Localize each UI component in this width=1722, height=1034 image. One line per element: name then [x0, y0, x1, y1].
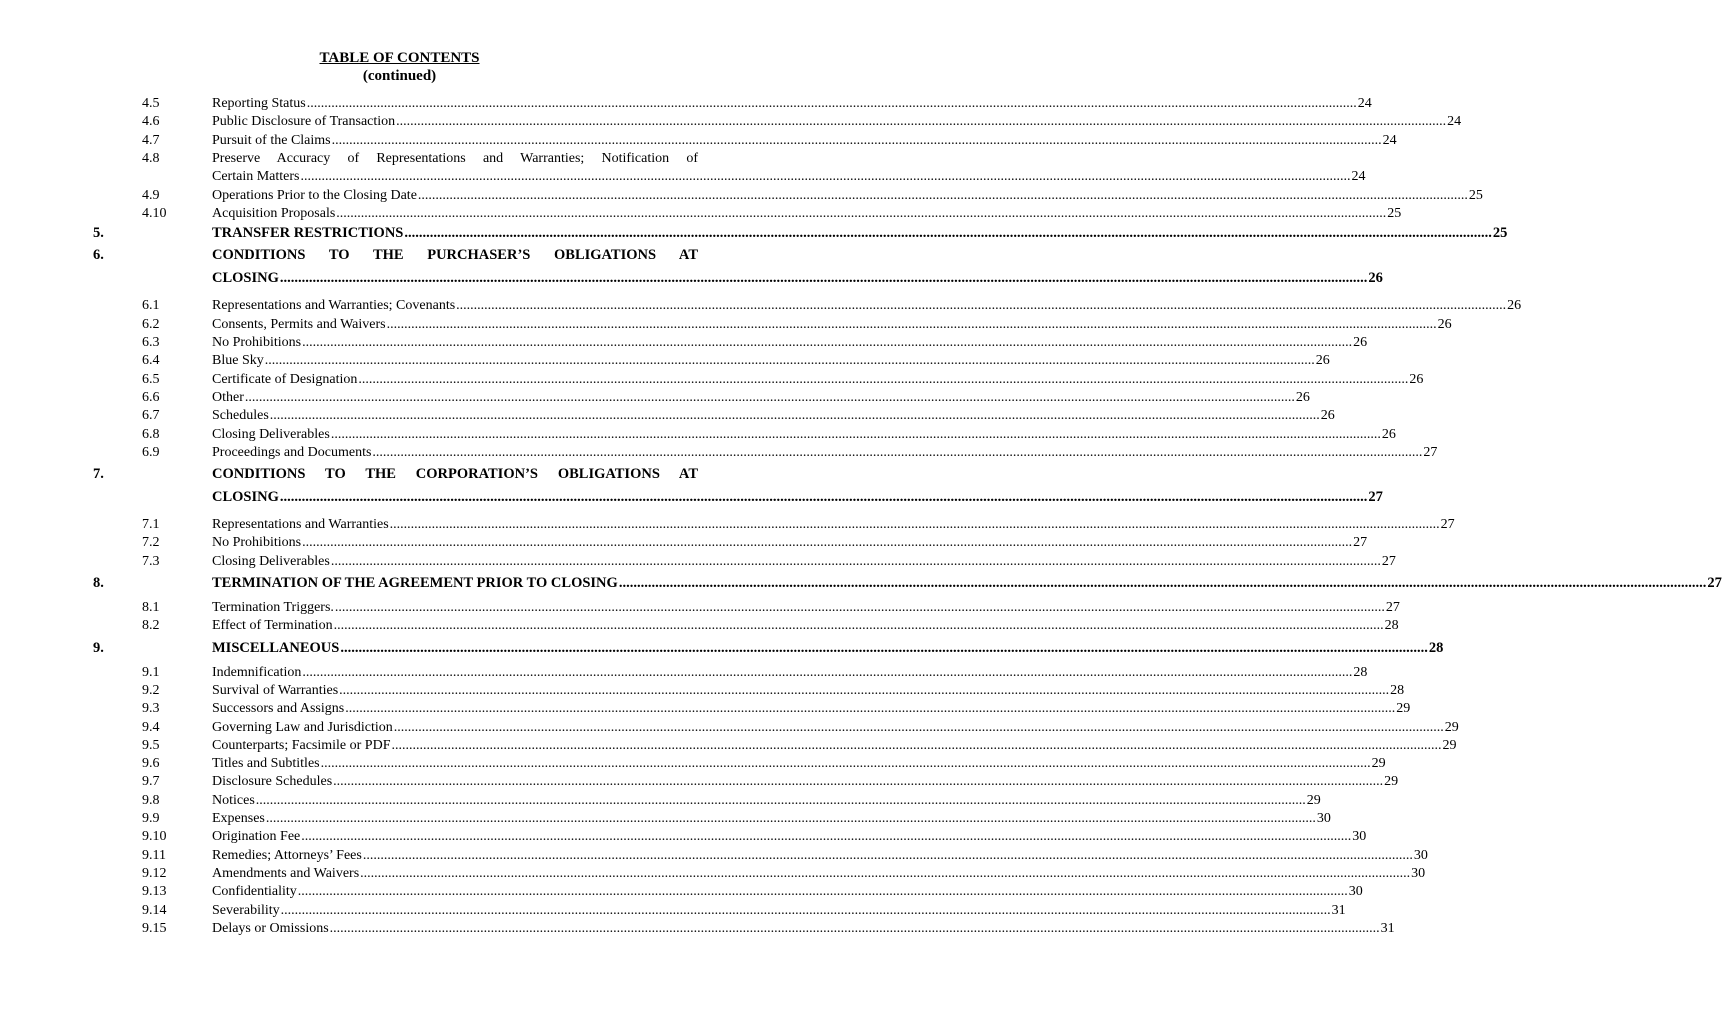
- toc-title: TABLE OF CONTENTS: [319, 50, 480, 66]
- toc-entry: [0, 205, 1402, 223]
- toc-entry-line: [212, 113, 1462, 131]
- toc-entry: [0, 617, 1399, 635]
- toc-page-number: 30: [1352, 829, 1367, 845]
- dot-leader: ............................................................................................................................................................................................................................................................................................................: [302, 664, 1353, 680]
- toc-entry-title: Representations and Warranties: [212, 517, 389, 533]
- toc-entry: [0, 920, 1395, 938]
- dot-leader: ............................................................................................................................................................................................................................................................................................................: [333, 618, 1384, 634]
- toc-entry: [0, 828, 1367, 846]
- toc-entry-number: 7.2: [142, 535, 160, 551]
- dot-leader: ............................................................................................................................................................................................................................................................................................................: [360, 865, 1411, 881]
- toc-entry-line: [212, 719, 1459, 737]
- toc-entry-line: [212, 920, 1395, 938]
- toc-entry-line: [212, 132, 1397, 150]
- toc-entry: [0, 132, 1397, 150]
- toc-entry: [0, 95, 1372, 113]
- toc-page-number: 24: [1351, 169, 1366, 185]
- toc-page-number: 27: [1707, 575, 1722, 592]
- toc-entry-line: [212, 268, 1383, 288]
- dot-leader: ............................................................................................................................................................................................................................................................................................................: [264, 353, 1315, 369]
- dot-leader: ............................................................................................................................................................................................................................................................................................................: [306, 96, 1357, 111]
- dot-leader: ............................................................................................................................................................................................................................................................................................................: [404, 225, 1492, 242]
- toc-entry-line: [212, 599, 1400, 617]
- toc-entry: [0, 773, 1399, 791]
- dot-leader: ............................................................................................................................................................................................................................................................................................................: [334, 600, 1385, 616]
- toc-entry-line: [212, 553, 1396, 571]
- toc-page-number: 24: [1382, 132, 1397, 148]
- dot-leader: ............................................................................................................................................................................................................................................................................................................: [456, 298, 1507, 314]
- toc-entry: [0, 553, 1396, 571]
- dot-leader: ............................................................................................................................................................................................................................................................................................................: [372, 444, 1423, 460]
- toc-entry-line: [212, 902, 1346, 920]
- toc-entry-number: 9.2: [142, 682, 160, 698]
- toc-entry-line: [212, 865, 1426, 883]
- toc-entry-title: Closing Deliverables: [212, 553, 330, 569]
- toc-entry-title: Counterparts; Facsimile or PDF: [212, 737, 391, 753]
- toc-entry-title: Proceedings and Documents: [212, 444, 372, 460]
- toc-entry-number: 9.: [93, 639, 104, 656]
- toc-entry: [0, 371, 1424, 389]
- toc-page-number: 27: [1353, 535, 1368, 551]
- toc-entry: [0, 865, 1426, 883]
- toc-entry-line: [212, 755, 1386, 773]
- toc-entry-number: 6.7: [142, 408, 160, 424]
- toc-entry-title: MISCELLANEOUS: [212, 639, 340, 656]
- toc-entry-title: No Prohibitions: [212, 335, 302, 351]
- dot-leader: ............................................................................................................................................................................................................................................................................................................: [301, 829, 1352, 845]
- toc-entry-title: Remedies; Attorneys’ Fees: [212, 847, 362, 863]
- toc-entry-number: 6.1: [142, 298, 160, 314]
- toc-entry-line: [212, 487, 1383, 507]
- toc-page-number: 26: [1437, 316, 1452, 332]
- toc-page-number: 30: [1316, 811, 1331, 827]
- toc-section-heading: [0, 638, 1444, 658]
- toc-entry: [0, 444, 1438, 462]
- toc-page-number: 27: [1385, 600, 1400, 616]
- dot-leader: ............................................................................................................................................................................................................................................................................................................: [330, 553, 1381, 569]
- toc-entry-line: [212, 883, 1363, 901]
- toc-entry-line: [212, 847, 1428, 865]
- dot-leader: ............................................................................................................................................................................................................................................................................................................: [391, 737, 1442, 753]
- toc-section-heading: [0, 223, 1508, 243]
- dot-leader: ............................................................................................................................................................................................................................................................................................................: [302, 535, 1353, 551]
- toc-entry-line: [212, 664, 1368, 682]
- toc-page-number: 24: [1447, 114, 1462, 130]
- toc-entry: [0, 700, 1411, 718]
- toc-entry: [0, 516, 1455, 534]
- toc-entry-line: [212, 316, 1452, 334]
- toc-entry-title: Governing Law and Jurisdiction: [212, 719, 393, 735]
- dot-leader: ............................................................................................................................................................................................................................................................................................................: [618, 575, 1707, 592]
- toc-entry: [0, 150, 1366, 187]
- toc-entry-title: Public Disclosure of Transaction: [212, 114, 396, 130]
- dot-leader: ............................................................................................................................................................................................................................................................................................................: [297, 884, 1348, 900]
- toc-entry-line: [212, 444, 1438, 462]
- toc-entry: [0, 316, 1452, 334]
- dot-leader: ............................................................................................................................................................................................................................................................................................................: [333, 774, 1384, 790]
- toc-entry-number: 6.9: [142, 444, 160, 460]
- toc-page-number: 28: [1390, 682, 1405, 698]
- toc-entry: [0, 113, 1462, 131]
- toc-page-number: 29: [1444, 719, 1459, 735]
- dot-leader: ............................................................................................................................................................................................................................................................................................................: [339, 682, 1390, 698]
- toc-entry-line: [212, 534, 1368, 552]
- toc-entry-line: [212, 773, 1399, 791]
- toc-page-number: 26: [1320, 408, 1335, 424]
- toc-entry-line: [212, 700, 1411, 718]
- toc-entry: [0, 407, 1335, 425]
- toc-entry: [0, 389, 1310, 407]
- toc-entry-title: Expenses: [212, 811, 265, 827]
- toc-entry-number: 9.10: [142, 829, 167, 845]
- toc-entry-number: 8.1: [142, 600, 160, 616]
- dot-leader: ............................................................................................................................................................................................................................................................................................................: [362, 847, 1413, 863]
- toc-entry-line: [212, 426, 1396, 444]
- dot-leader: ............................................................................................................................................................................................................................................................................................................: [244, 389, 1295, 405]
- toc-entry-number: 9.13: [142, 884, 167, 900]
- toc-entry-title: CONDITIONS TO THE CORPORATION’S OBLIGATIONS AT: [212, 466, 698, 483]
- toc-entry-number: 7.: [93, 466, 104, 483]
- toc-section-heading: [0, 245, 1383, 291]
- toc-entry-line: [212, 334, 1368, 352]
- dot-leader: ............................................................................................................................................................................................................................................................................................................: [340, 639, 1428, 656]
- toc-page-number: 27: [1368, 489, 1383, 506]
- toc-entry-number: 4.6: [142, 114, 160, 130]
- toc-page-number: 30: [1348, 884, 1363, 900]
- dot-leader: ............................................................................................................................................................................................................................................................................................................: [336, 206, 1387, 222]
- toc-entry-number: 5.: [93, 225, 104, 242]
- toc-entry-title: CONDITIONS TO THE PURCHASER’S OBLIGATIONS AT: [212, 247, 698, 264]
- toc-entry-number: 9.4: [142, 719, 160, 735]
- toc-entry-number: 9.14: [142, 902, 167, 918]
- toc-page-number: 26: [1295, 389, 1310, 405]
- toc-entry-number: 9.7: [142, 774, 160, 790]
- toc-page-number: 27: [1381, 553, 1396, 569]
- toc-entry-number: 6.2: [142, 316, 160, 332]
- dot-leader: ............................................................................................................................................................................................................................................................................................................: [329, 920, 1380, 936]
- toc-page-number: 29: [1384, 774, 1399, 790]
- toc-page-number: 27: [1423, 444, 1438, 460]
- toc-entry-number: 4.5: [142, 96, 160, 111]
- toc-entry-title: Operations Prior to the Closing Date: [212, 187, 417, 203]
- toc-entry-title: Other: [212, 389, 244, 405]
- toc-page-number: 26: [1353, 335, 1368, 351]
- toc-entry-number: 9.3: [142, 701, 160, 717]
- toc-entry-number: 7.1: [142, 517, 160, 533]
- toc-entry-line: [212, 682, 1405, 700]
- toc-entry: [0, 792, 1321, 810]
- toc-entry-title: Indemnification: [212, 664, 302, 680]
- toc-entry-title: Survival of Warranties: [212, 682, 339, 698]
- toc-entry-title: Pursuit of the Claims: [212, 132, 331, 148]
- toc-entry-title: Disclosure Schedules: [212, 774, 333, 790]
- toc-entry-line: [212, 810, 1331, 828]
- dot-leader: ............................................................................................................................................................................................................................................................................................................: [417, 187, 1468, 203]
- dot-leader: ............................................................................................................................................................................................................................................................................................................: [331, 132, 1382, 148]
- toc-entry-line: [212, 638, 1444, 658]
- toc-page-number: 25: [1468, 187, 1483, 203]
- toc-entry-number: 9.11: [142, 847, 166, 863]
- toc-entry-line: [212, 168, 1366, 186]
- toc-page-number: 27: [1440, 517, 1455, 533]
- toc-section-heading: [0, 464, 1383, 510]
- toc-entry-title: Closing Deliverables: [212, 426, 330, 442]
- toc-entry: [0, 847, 1428, 865]
- toc-entry: [0, 297, 1522, 315]
- toc-page-number: 29: [1306, 792, 1321, 808]
- toc-entry-line: [212, 223, 1508, 243]
- dot-leader: ............................................................................................................................................................................................................................................................................................................: [389, 517, 1440, 533]
- toc-entry-line: [212, 828, 1367, 846]
- toc-entry-title: Acquisition Proposals: [212, 206, 336, 222]
- toc-entry-title: Effect of Termination: [212, 618, 333, 634]
- toc-page-number: 31: [1380, 920, 1395, 936]
- toc-page-number: 28: [1353, 664, 1368, 680]
- toc-entry-title: Origination Fee: [212, 829, 301, 845]
- toc-entry-title: Amendments and Waivers: [212, 865, 360, 881]
- toc-entry-number: 9.8: [142, 792, 160, 808]
- toc-page-number: 26: [1315, 353, 1330, 369]
- dot-leader: ............................................................................................................................................................................................................................................................................................................: [300, 169, 1351, 185]
- toc-entry: [0, 334, 1368, 352]
- dot-leader: ............................................................................................................................................................................................................................................................................................................: [393, 719, 1444, 735]
- toc-entry-title: Representations and Warranties; Covenants: [212, 298, 456, 314]
- toc-entry-title: CLOSING: [212, 270, 279, 287]
- toc-page-number: 26: [1381, 426, 1396, 442]
- toc-entry-line: [212, 371, 1424, 389]
- toc-entry-line: [212, 352, 1330, 370]
- toc-page-number: 31: [1331, 902, 1346, 918]
- toc-entry-number: 4.10: [142, 206, 167, 222]
- toc-entry-number: 6.4: [142, 353, 160, 369]
- dot-leader: ............................................................................................................................................................................................................................................................................................................: [302, 335, 1353, 351]
- toc-entry-title: Severability: [212, 902, 280, 918]
- toc-entry: [0, 883, 1363, 901]
- toc-entry-title: Notices: [212, 792, 255, 808]
- toc-entry-title: TERMINATION OF THE AGREEMENT PRIOR TO CLOSING: [212, 575, 618, 592]
- dot-leader: ............................................................................................................................................................................................................................................................................................................: [330, 426, 1381, 442]
- toc-entry-title: CLOSING: [212, 489, 279, 506]
- toc-page-number: 24: [1357, 96, 1372, 111]
- toc-page-number: 26: [1368, 270, 1383, 287]
- toc-entry-number: 9.9: [142, 811, 160, 827]
- toc-page-number: 28: [1384, 618, 1399, 634]
- toc-entry-title: Reporting Status: [212, 96, 306, 111]
- toc-entry-line: [212, 187, 1483, 205]
- toc-entry-line: [212, 617, 1399, 635]
- toc-entry-number: 9.5: [142, 737, 160, 753]
- toc-entry-number: 6.: [93, 247, 104, 264]
- toc-entry-title: Schedules: [212, 408, 269, 424]
- toc-subtitle: (continued): [362, 68, 437, 84]
- toc-entry-title: TRANSFER RESTRICTIONS: [212, 225, 404, 242]
- toc-section-heading: [0, 573, 1722, 593]
- toc-entry: [0, 737, 1457, 755]
- toc-entry-title: No Prohibitions: [212, 535, 302, 551]
- toc-entry-number: 7.3: [142, 553, 160, 569]
- toc-page-number: 30: [1411, 865, 1426, 881]
- toc-page-number: 29: [1442, 737, 1457, 753]
- toc-entry-number: 9.1: [142, 664, 160, 680]
- toc-entry-title: Successors and Assigns: [212, 701, 345, 717]
- toc-entry-title: Certain Matters: [212, 169, 300, 185]
- toc-page-number: 29: [1371, 756, 1386, 772]
- toc-entry-line: [212, 389, 1310, 407]
- dot-leader: ............................................................................................................................................................................................................................................................................................................: [320, 756, 1371, 772]
- dot-leader: ............................................................................................................................................................................................................................................................................................................: [279, 489, 1368, 506]
- toc-page-number: 26: [1409, 371, 1424, 387]
- dot-leader: ............................................................................................................................................................................................................................................................................................................: [345, 701, 1396, 717]
- toc-entry: [0, 426, 1396, 444]
- toc-entry-number: 6.3: [142, 335, 160, 351]
- toc-page-number: 29: [1396, 701, 1411, 717]
- toc-entry-title: Delays or Omissions: [212, 920, 329, 936]
- toc-entry-number: 9.12: [142, 865, 167, 881]
- toc-entry-number: 9.6: [142, 756, 160, 772]
- toc-entry: [0, 755, 1386, 773]
- toc-entry: [0, 187, 1483, 205]
- toc-entry-title: Confidentiality: [212, 884, 297, 900]
- toc-entry-line: [212, 792, 1321, 810]
- toc-entry-title: Blue Sky: [212, 353, 264, 369]
- toc-entry: [0, 664, 1368, 682]
- toc-entry: [0, 719, 1459, 737]
- toc-entry: [0, 599, 1400, 617]
- dot-leader: ............................................................................................................................................................................................................................................................................................................: [386, 316, 1437, 332]
- toc-entry-line: [212, 737, 1457, 755]
- toc-entry-title: Consents, Permits and Waivers: [212, 316, 386, 332]
- toc-entry-title: Termination Triggers.: [212, 600, 334, 616]
- toc-entry-number: 6.5: [142, 371, 160, 387]
- toc-entry-number: 8.: [93, 575, 104, 592]
- toc-entry-line: [212, 205, 1402, 223]
- toc-entry: [0, 352, 1330, 370]
- toc-page-number: 30: [1413, 847, 1428, 863]
- dot-leader: ............................................................................................................................................................................................................................................................................................................: [269, 408, 1320, 424]
- dot-leader: ............................................................................................................................................................................................................................................................................................................: [265, 811, 1316, 827]
- toc-entry-number: 4.9: [142, 187, 160, 203]
- toc-entry-number: 4.7: [142, 132, 160, 148]
- dot-leader: ............................................................................................................................................................................................................................................................................................................: [255, 792, 1306, 808]
- toc-entry-title: Titles and Subtitles: [212, 756, 320, 772]
- toc-entry-title: Certificate of Designation: [212, 371, 358, 387]
- toc-page-number: 28: [1428, 639, 1444, 656]
- toc-entry-number: 8.2: [142, 618, 160, 634]
- toc-entry-number: 9.15: [142, 920, 167, 936]
- toc-entry-number: 4.8: [142, 150, 160, 166]
- toc-entry-line: [212, 297, 1522, 315]
- toc-list: [0, 95, 1722, 938]
- toc-entry: [0, 810, 1331, 828]
- toc-entry-line: [212, 573, 1722, 593]
- toc-page-number: 25: [1387, 206, 1402, 222]
- dot-leader: ............................................................................................................................................................................................................................................................................................................: [279, 270, 1368, 287]
- toc-page-number: 26: [1507, 298, 1522, 314]
- toc-entry: [0, 902, 1346, 920]
- toc-entry-line: [212, 95, 1372, 113]
- toc-entry-line: [212, 407, 1335, 425]
- dot-leader: ............................................................................................................................................................................................................................................................................................................: [280, 902, 1331, 918]
- toc-entry-number: 6.8: [142, 426, 160, 442]
- dot-leader: ............................................................................................................................................................................................................................................................................................................: [396, 114, 1447, 130]
- toc-entry-title: Preserve Accuracy of Representations and Warranties; Notification of: [212, 150, 698, 166]
- dot-leader: ............................................................................................................................................................................................................................................................................................................: [358, 371, 1409, 387]
- toc-entry: [0, 682, 1405, 700]
- toc-page-number: 25: [1492, 225, 1508, 242]
- toc-entry: [0, 534, 1368, 552]
- toc-entry-line: [212, 516, 1455, 534]
- toc-entry-number: 6.6: [142, 389, 160, 405]
